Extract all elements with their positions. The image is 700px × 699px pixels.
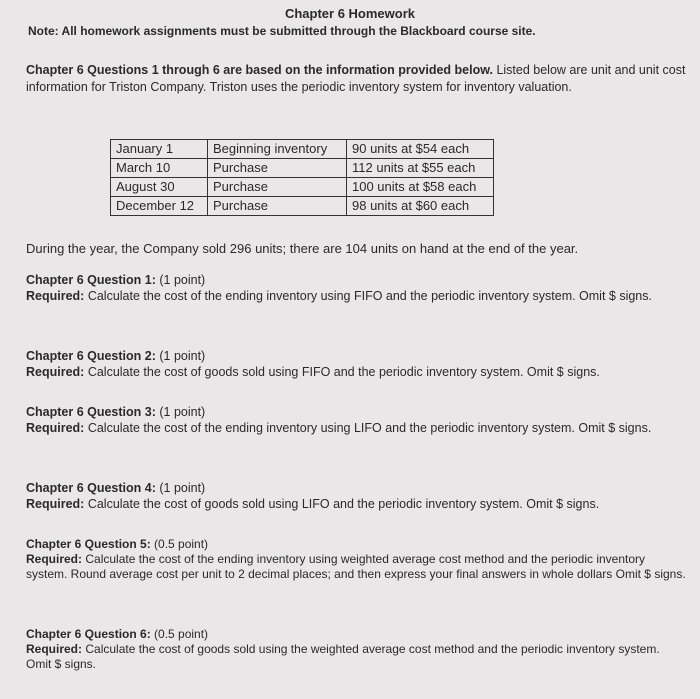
table-cell: Purchase xyxy=(208,159,347,178)
required-label: Required: xyxy=(26,642,83,656)
table-cell: March 10 xyxy=(111,159,208,178)
table-cell: Purchase xyxy=(208,178,347,197)
question-points: (1 point) xyxy=(155,481,206,495)
question-4 xyxy=(26,480,686,512)
question-heading: Chapter 6 Question 6: xyxy=(26,627,151,641)
required-label: Required: xyxy=(26,365,85,379)
question-heading: Chapter 6 Question 3: xyxy=(26,405,156,419)
question-3 xyxy=(26,404,686,436)
question-2 xyxy=(26,348,686,380)
table-cell: 100 units at $58 each xyxy=(347,178,494,197)
table-cell: Purchase xyxy=(208,197,347,216)
required-text: Calculate the cost of goods sold using the weighted average cost method and the periodic inventory system. Omit $ signs. xyxy=(26,642,660,671)
question-heading: Chapter 6 Question 4: xyxy=(26,481,156,495)
table-cell: August 30 xyxy=(111,178,208,197)
question-points: (0.5 point) xyxy=(150,627,209,641)
intro-bold: Chapter 6 Questions 1 through 6 are based on the information provided below. xyxy=(26,63,493,77)
table-cell: Beginning inventory xyxy=(208,140,347,159)
required-text: Calculate the cost of the ending inventory using LIFO and the periodic inventory system. Omit $ signs. xyxy=(84,421,652,435)
table-cell: 90 units at $54 each xyxy=(347,140,494,159)
question-1 xyxy=(26,272,686,304)
inventory-table xyxy=(110,139,494,216)
question-points: (1 point) xyxy=(155,273,206,287)
question-heading: Chapter 6 Question 2: xyxy=(26,349,156,363)
table-cell: December 12 xyxy=(111,197,208,216)
table-row xyxy=(111,178,494,197)
table-row xyxy=(111,140,494,159)
table-cell: 98 units at $60 each xyxy=(347,197,494,216)
question-points: (1 point) xyxy=(155,349,206,363)
required-label: Required: xyxy=(26,421,85,435)
question-heading: Chapter 6 Question 5: xyxy=(26,537,151,551)
question-5 xyxy=(26,537,686,582)
required-text: Calculate the cost of the ending inventory using weighted average cost method and the periodic inventory system. Round average cost per unit to 2 decimal places; and then express your final answers in whole dollars Omit $ signs. xyxy=(26,552,686,581)
table-cell: January 1 xyxy=(111,140,208,159)
table-cell: 112 units at $55 each xyxy=(347,159,494,178)
required-text: Calculate the cost of goods sold using FIFO and the periodic inventory system. Omit $ signs. xyxy=(84,365,600,379)
question-6 xyxy=(26,627,686,672)
required-label: Required: xyxy=(26,552,83,566)
page-title: Chapter 6 Homework xyxy=(284,6,416,21)
required-text: Calculate the cost of the ending inventory using FIFO and the periodic inventory system. Omit $ signs. xyxy=(84,289,652,303)
required-label: Required: xyxy=(26,497,85,511)
intro-paragraph xyxy=(26,62,686,96)
units-sold-text: During the year, the Company sold 296 units; there are 104 units on hand at the end of the year. xyxy=(26,241,579,256)
required-label: Required: xyxy=(26,289,85,303)
intro-rest: Listed below are unit and unit cost information for Triston Company. Triston uses the periodic inventory system for inventory valuation. xyxy=(26,63,686,94)
question-heading: Chapter 6 Question 1: xyxy=(26,273,156,287)
submission-note: Note: All homework assignments must be submitted through the Blackboard course site. xyxy=(28,24,536,38)
table-row xyxy=(111,159,494,178)
table-row xyxy=(111,197,494,216)
question-points: (1 point) xyxy=(155,405,206,419)
required-text: Calculate the cost of goods sold using LIFO and the periodic inventory system. Omit $ signs. xyxy=(84,497,600,511)
question-points: (0.5 point) xyxy=(150,537,209,551)
